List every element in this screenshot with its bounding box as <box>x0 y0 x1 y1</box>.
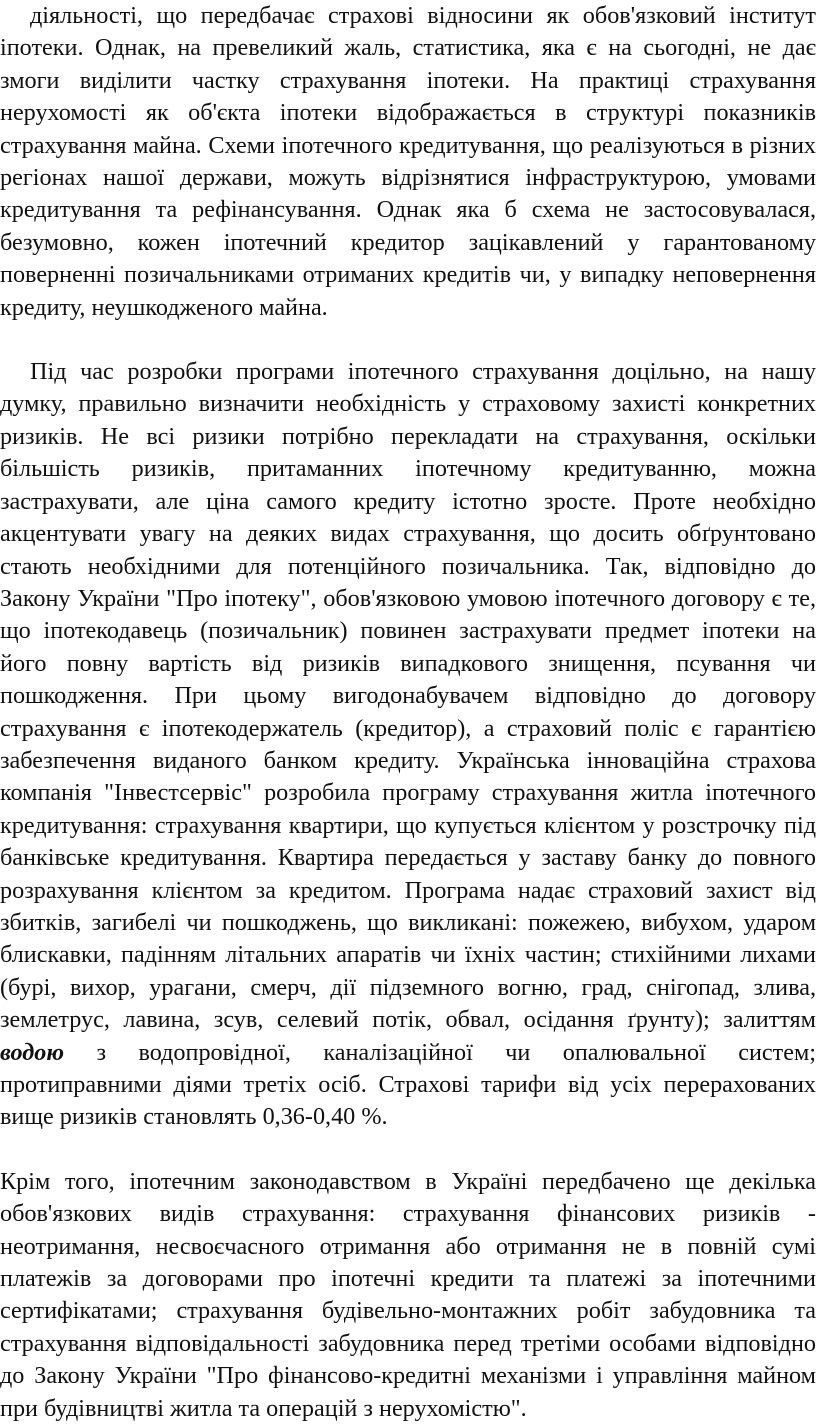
paragraph-2-text-end: з водопровідної, каналізаційної чи опалювальної систем; протиправними діями третіх осіб. Страхові тарифи від усіх перерахованих вище ризиків становлять 0,36-0,40 %. <box>0 1038 816 1131</box>
emphasis-word: водою <box>0 1038 65 1066</box>
paragraph-1: діяльності, що передбачає страхові відносини як обов'язковий інститут іпотеки. Однак, на превеликий жаль, статистика, яка є на сьогодні, не дає змоги виділити частку страхування іпотеки. На практиці страхування нерухомості як об'єкта іпотеки відображається в структурі показників страхування майна. Схеми іпотечного кредитування, що реалізуються в різних регіонах нашої держави, можуть відрізнятися інфраструктурою, умовами кредитування та рефінансування. Однак яка б схема не застосовувалася, безумовно, кожен іпотечний кредитор зацікавлений у гарантованому поверненні позичальниками отриманих кредитів чи, у випадку неповернення кредиту, неушкодженого майна. <box>0 2 816 321</box>
paragraph-2-text-start: Під час розробки програми іпотечного страхування доцільно, на нашу думку, правильно визначити необхідність у страховому захисті конкретних ризиків. Не всі ризики потрібно перекладати на страхування, оскільки більшість ризиків, притаманних іпотечному кредитуванню, можна застрахувати, але ціна самого кредиту істотно зросте. Проте необхідно акцентувати увагу на деяких видах страхування, що досить обґрунтовано стають необхідними для потенційного позичальника. Так, відповідно до Закону України "Про іпотеку", обов'язковою умовою іпотечного договору є те, що іпотекодавець (позичальник) повинен застрахувати предмет іпотеки на його повну вартість від ризиків випадкового знищення, псування чи пошкодження. При цьому вигодонабувачем відповідно до договору страхування є іпотекодержатель (кредитор), а страховий поліс є гарантією забезпечення виданого банком кредиту. Українська інноваційна страхова компанія "Інвестсервіс" розробила програму страхування житла іпотечного кредитування: страхування квартири, що купується клієнтом у розстрочку під банківське кредитування. Квартира передається у заставу банку до повного розрахування клієнтом за кредитом. Програма надає страховий захист від збитків, загибелі чи пошкоджень, що викликані: пожежею, вибухом, ударом блискавки, падінням літальних апаратів чи їхніх частин; стихійними лихами (бурі, вихор, урагани, смерч, дії підземного вогню, град, снігопад, злива, землетрус, лавина, зсув, селевий потік, обвал, осідання ґрунту); залиттям <box>0 358 816 1034</box>
paragraph-3: Крім того, іпотечним законодавством в Україні передбачено ще декілька обов'язкових видів страхування: страхування фінансових ризиків - неотримання, несвоєчасного отримання або отримання не в повній сумі платежів за договорами про іпотечні кредити та платежі за іпотечними сертифікатами; страхування будівельно-монтажних робіт забудовника та страхування відповідальності забудовника перед третіми особами відповідно до Закону України "Про фінансово-кредитні механізми і управління майном при будівництві житла та операцій з нерухомістю". <box>0 1167 816 1422</box>
paragraph-2 <box>0 356 816 1134</box>
